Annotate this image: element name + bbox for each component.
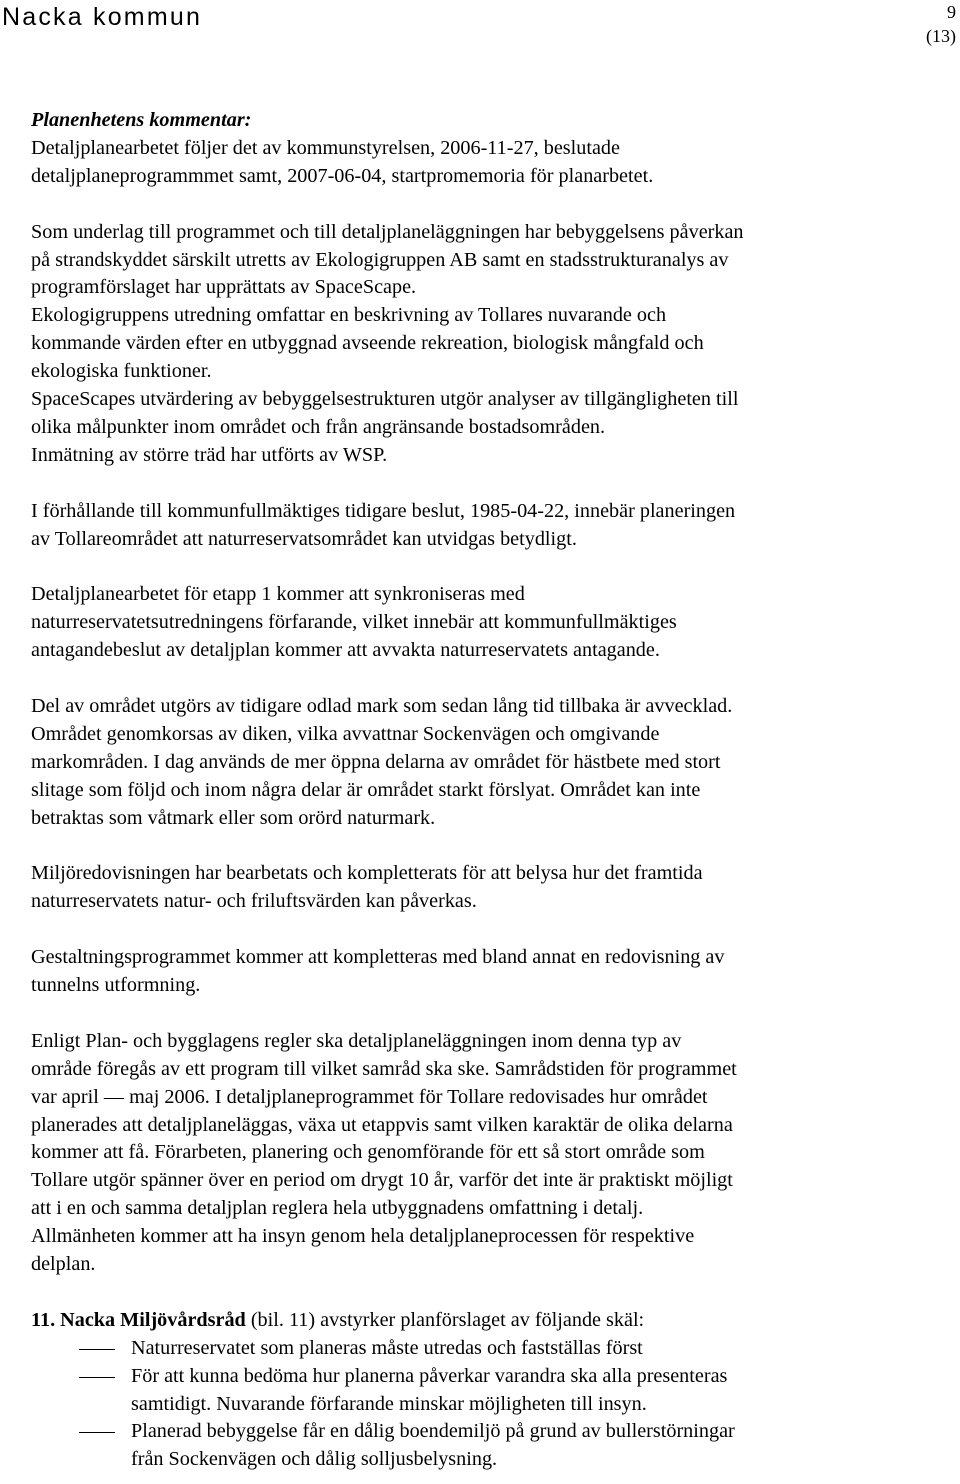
dash-list-item — [31, 1363, 936, 1419]
paragraph-line: Området genomkorsas av diken, vilka avvattnar Sockenvägen och omgivande — [31, 722, 660, 745]
item-text: (bil. 11) avstyrker planförslaget av följande skäl: — [245, 1308, 645, 1331]
paragraph-line: delplan. — [31, 1253, 96, 1276]
paragraph-line: slitage som följd och inom några delar är området starkt förslyat. Området kan inte — [31, 778, 701, 801]
paragraph-line: naturreservatetsutredningens förfarande, vilket innebär att kommunfullmäktiges — [31, 611, 677, 634]
paragraph-line: Miljöredovisningen har bearbetats och kompletterats för att belysa hur det framtida — [31, 862, 703, 885]
paragraph-line: område föregås av ett program till vilket samråd ska ske. Samrådstiden för programmet — [31, 1057, 737, 1080]
paragraph-line: Tollare utgör spänner över en period om drygt 10 år, varför det inte är praktiskt möjligt — [31, 1169, 733, 1192]
paragraph-line: naturreservatets natur- och friluftsvärden kan påverkas. — [31, 890, 477, 913]
paragraph-line: Ekologigruppens utredning omfattar en beskrivning av Tollares nuvarande och — [31, 304, 667, 327]
paragraph-line: kommer att få. Förarbeten, planering och genomförande för ett så stort område som — [31, 1141, 705, 1164]
dash-list-item — [31, 1418, 936, 1474]
paragraph-line: olika målpunkter inom området och från angränsande bostadsområden. — [31, 415, 606, 438]
document-body — [31, 107, 936, 1474]
paragraph-line: Som underlag till programmet och till detaljplaneläggningen har bebyggelsens påverkan — [31, 220, 744, 243]
paragraph-etapp-1 — [31, 581, 936, 665]
paragraph-line: av Tollareområdet att naturreservatsområdet kan utvidgas betydligt. — [31, 527, 577, 550]
dash-bullet-icon — [79, 1349, 115, 1350]
paragraph-line: Gestaltningsprogrammet kommer att kompletteras med bland annat en redovisning av — [31, 946, 725, 969]
paragraph-line: markområden. I dag används de mer öppna delarna av området för hästbete med stort — [31, 750, 721, 773]
section-heading: Planenhetens kommentar: — [31, 109, 252, 131]
paragraph-line: SpaceScapes utvärdering av bebyggelsestrukturen utgör analyser av tillgängligheten till — [31, 388, 739, 411]
paragraph-line: kommande värden efter en utbyggnad avseende rekreation, biologisk mångfald och — [31, 332, 704, 355]
list-item-line: Naturreservatet som planeras måste utredas och fastställas först — [131, 1336, 643, 1359]
page-number-total: (13) — [926, 26, 956, 46]
paragraph-line: tunnelns utformning. — [31, 974, 201, 996]
item-number: 11. — [31, 1308, 61, 1331]
paragraph-line: Allmänheten kommer att ha insyn genom hela detaljplaneprocessen för respektive — [31, 1225, 695, 1248]
dash-list-item — [31, 1335, 936, 1363]
paragraph-line: planerades att detaljplaneläggas, växa ut etappvis samt vilken karaktär de olika delarna — [31, 1113, 733, 1136]
paragraph-odlad-mark — [31, 693, 936, 833]
organization-header: Nacka kommun — [2, 3, 203, 31]
paragraph-line: antagandebeslut av detaljplan kommer att avvakta naturreservatets antagande. — [31, 639, 660, 662]
paragraph-line: Enligt Plan- och bygglagens regler ska detaljplaneläggningen inom denna typ av — [31, 1029, 682, 1052]
list-item-line: samtidigt. Nuvarande förfarande minskar möjligheten till insyn. — [131, 1392, 647, 1415]
list-item-line: från Sockenvägen och dålig solljusbelysning. — [131, 1448, 498, 1471]
paragraph-line: Detaljplanearbetet följer det av kommunstyrelsen, 2006-11-27, beslutade — [31, 136, 620, 159]
section-planenhetens-kommentar — [31, 107, 936, 191]
paragraph-line: Del av området utgörs av tidigare odlad mark som sedan lång tid tillbaka är avvecklad. — [31, 694, 733, 717]
paragraph-line: att i en och samma detaljplan reglera hela utbyggnadens omfattning i detalj. — [31, 1197, 644, 1220]
paragraph-gestaltningsprogram — [31, 944, 936, 1000]
paragraph-line: detaljplaneprogrammmet samt, 2007-06-04, startpromemoria för planarbetet. — [31, 164, 654, 187]
list-item-line: Planerad bebyggelse får en dålig boendemiljö på grund av bullerstörningar — [131, 1420, 735, 1443]
page-number — [926, 0, 956, 48]
paragraph-miljoredovisning — [31, 860, 936, 916]
paragraph-plan-och-bygglagen — [31, 1028, 936, 1279]
paragraph-line: Detaljplanearbetet för etapp 1 kommer att synkroniseras med — [31, 583, 525, 606]
item-organization: Nacka Miljövårdsråd — [60, 1308, 246, 1331]
paragraph-line: I förhållande till kommunfullmäktiges tidigare beslut, 1985-04-22, innebär planeringen — [31, 499, 736, 522]
paragraph-underlag — [31, 219, 936, 470]
dash-bullet-icon — [79, 1377, 115, 1378]
item-11-heading — [31, 1307, 936, 1335]
paragraph-kommunfullmaktige — [31, 498, 936, 554]
paragraph-line: Inmätning av större träd har utförts av WSP. — [31, 443, 388, 466]
list-item-line: För att kunna bedöma hur planerna påverkar varandra ska alla presenteras — [131, 1364, 728, 1387]
paragraph-line: var april — maj 2006. I detaljplaneprogrammet för Tollare redovisades hur området — [31, 1085, 708, 1108]
paragraph-line: på strandskyddet särskilt utretts av Ekologigruppen AB samt en stadsstrukturanalys av — [31, 248, 729, 271]
paragraph-line: programförslaget har upprättats av SpaceScape. — [31, 276, 417, 299]
page-number-current: 9 — [947, 2, 956, 22]
paragraph-line: betraktas som våtmark eller som orörd naturmark. — [31, 806, 436, 829]
paragraph-line: ekologiska funktioner. — [31, 360, 212, 383]
dash-bullet-icon — [79, 1432, 115, 1433]
